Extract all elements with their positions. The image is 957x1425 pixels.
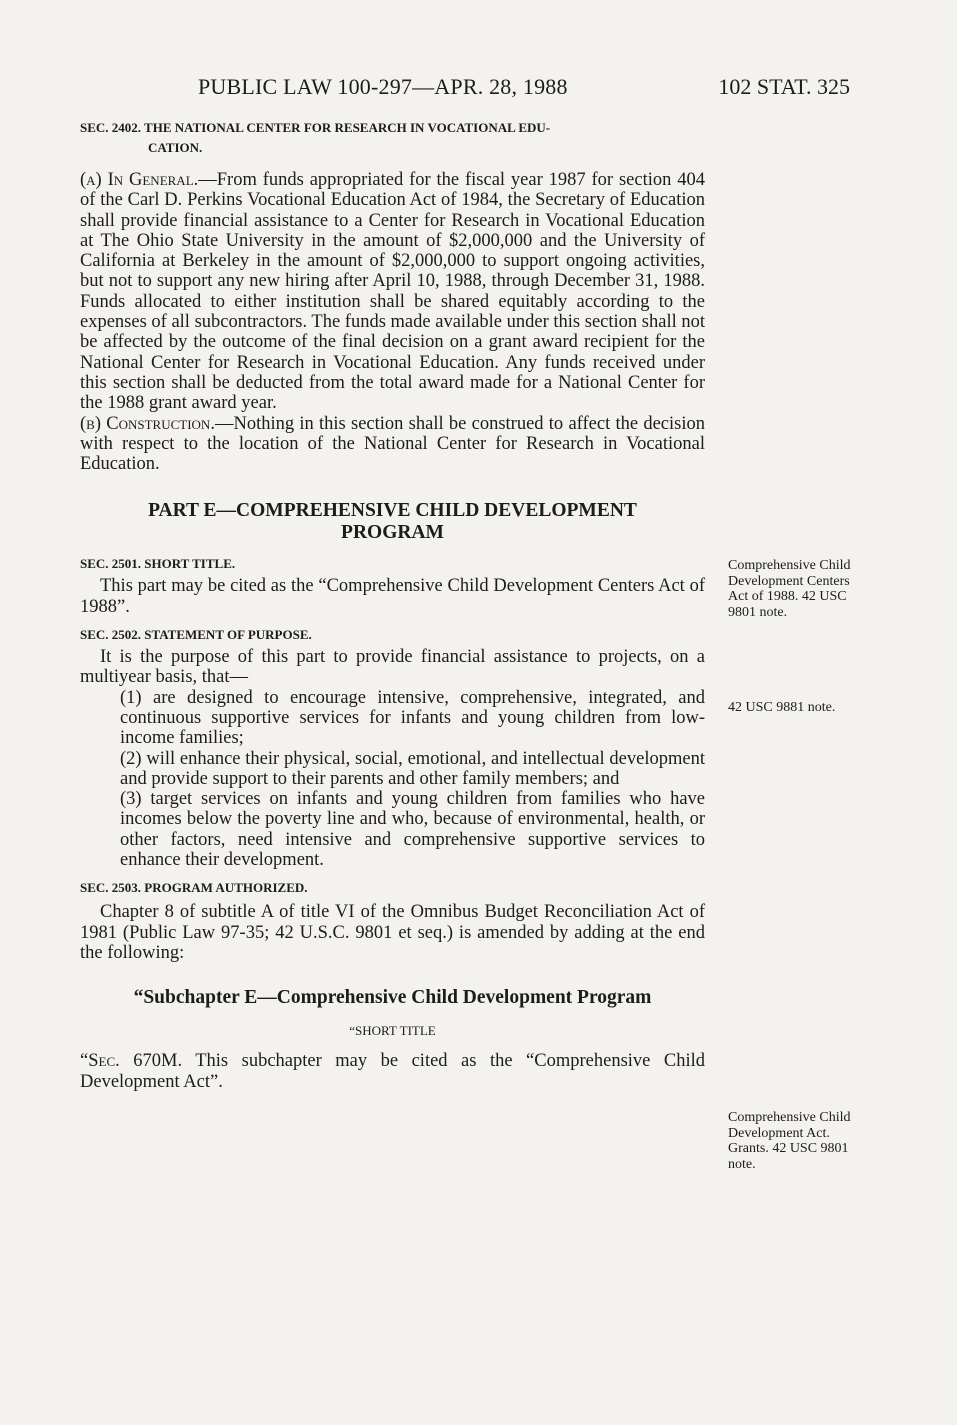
sec-2402-b-text: —Nothing in this section shall be construed to affect the decision with respect to the location of the National Center for Research in Vocational Education. (80, 413, 705, 475)
sec-2402-a-text: —From funds appropriated for the fiscal year 1987 for section 404 of the Carl D. Perkins Vocational Education Act of 1984, the Secretary of Education shall provide financial assistance to a Center for Research in Vocational Education at The Ohio State University in the amount of $2,000,000 and the University of California at Berkeley in the amount of $2,000,000 to support ongoing activities, but not to support any new hiring after April 10, 1988, through December 31, 1988. Funds allocated to either institution shall be shared equitably according to the expenses of all subcontractors. The funds made available under this section shall not be affected by the outcome of the final decision on a grant award recipient for the National Center for Research in Vocational Education. Any funds received under this section shall be deducted from the total award made for a National Center for the 1988 grant award year. (80, 170, 705, 414)
sec-2503-text: Chapter 8 of subtitle A of title VI of the Omnibus Budget Reconciliation Act of 1981 (Public Law 97-35; 42 U.S.C. 9801 et seq.) is amended by adding at the end the following: (80, 902, 705, 963)
subchapter-e-title: “Subchapter E—Comprehensive Child Development Program (133, 987, 652, 1009)
sec-670m-label: “Sec. 670M. (80, 1051, 183, 1072)
part-e-title-line1: PART E—COMPREHENSIVE CHILD DEVELOPMENT (148, 500, 637, 522)
sec-670m-text (80, 1051, 705, 1092)
margin-note-subchapter: Comprehensive Child Development Act. Grants. 42 USC 9801 note. (728, 1110, 851, 1172)
sec-2402-b-label: (b) Construction. (80, 413, 215, 434)
header-title: PUBLIC LAW 100-297—APR. 28, 1988 (198, 74, 568, 99)
margin-note-short-title: Comprehensive Child Development Centers Act of 1988. 42 USC 9801 note. (728, 558, 851, 620)
sec-2502-heading: SEC. 2502. STATEMENT OF PURPOSE. (80, 627, 312, 643)
main-text-column (80, 118, 705, 1092)
margin-note-purpose: 42 USC 9881 note. (728, 700, 836, 715)
sec-2503-heading: SEC. 2503. PROGRAM AUTHORIZED. (80, 880, 308, 896)
sec-2402-heading-line2: CATION. (148, 140, 203, 155)
short-title-heading: “SHORT TITLE (349, 1023, 436, 1039)
sec-2402-heading-line1: SEC. 2402. THE NATIONAL CENTER FOR RESEARCH IN VOCATIONAL EDU- (80, 120, 551, 135)
page-header (80, 74, 850, 106)
sec-2502-item-2: (2) will enhance their physical, social, emotional, and intellectual development and provide support to their parents and other family members; and (120, 748, 705, 789)
sec-2402-a-label: (a) In General. (80, 170, 199, 190)
sec-2501-heading: SEC. 2501. SHORT TITLE. (80, 556, 236, 572)
header-stat-page: 102 STAT. 325 (718, 74, 850, 99)
sec-2402-heading (80, 118, 705, 158)
sec-2402-subsection-b (80, 414, 705, 475)
sec-2502-item-1: (1) are designed to encourage intensive, comprehensive, integrated, and continuous supportive services for infants and young children from low-income families; (120, 687, 705, 749)
part-e-title (80, 500, 705, 544)
sec-670m-body: This subchapter may be cited as the “Comprehensive Child Development Act”. (80, 1051, 706, 1092)
part-e-title-line2: PROGRAM (341, 522, 444, 544)
sec-2502-intro: It is the purpose of this part to provide financial assistance to projects, on a multiyear basis, that— (80, 647, 705, 688)
sec-2402-subsection-a (80, 170, 705, 414)
sec-2501-text: This part may be cited as the “Comprehensive Child Development Centers Act of 1988”. (80, 576, 705, 617)
sec-2502-item-3: (3) target services on infants and young children from families who have incomes below the poverty line and who, because of environmental, health, or other factors, need intensive and comprehensive supportive services to enhance their development. (120, 789, 705, 871)
